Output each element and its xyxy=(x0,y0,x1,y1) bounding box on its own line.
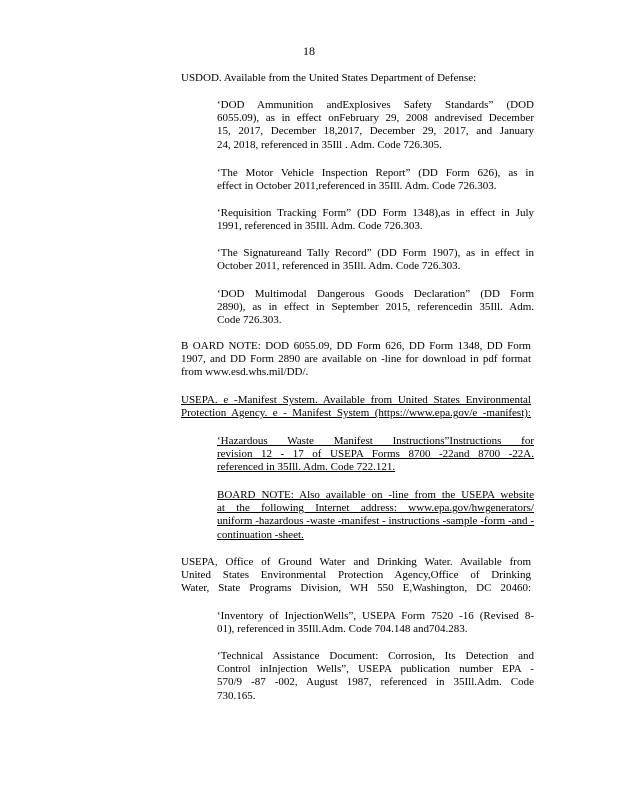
technical-assistance-reference: ‘Technical Assistance Document: Corrosion, Its Detection and Control inInjection Wells”, USEPA publication number EPA - 570/9 -87 -002, August 1987, referenced in 35Ill.Adm. Code 730.165. xyxy=(217,650,534,702)
dod-multimodal-reference: ‘DOD Multimodal Dangerous Goods Declaration” (DD Form 2890), as in effect in September 2015, referencedin 35Ill. Adm. Code 726.303. xyxy=(217,288,534,327)
page-number: 18 xyxy=(303,44,315,58)
board-note-epa-website: BOARD NOTE: Also available on -line from the USEPA website at the following Internet address: www.epa.gov/hwgenerators/ uniform -hazardous -waste -manifest - instructions -sample -form -and - continuation -sheet. xyxy=(217,489,534,541)
motor-vehicle-inspection-reference: ‘The Motor Vehicle Inspection Report” (DD Form 626), as in effect in October 2011,referenced in 35Ill. Adm. Code 726.303. xyxy=(217,167,534,193)
inventory-injection-wells-reference: ‘Inventory of InjectionWells”, USEPA Form 7520 -16 (Revised 8- 01), referenced in 35Ill.Adm. Code 704.148 and704.283. xyxy=(217,610,534,636)
signature-tally-reference: ‘The Signatureand Tally Record” (DD Form 1907), as in effect in October 2011, referenced in 35Ill. Adm. Code 726.303. xyxy=(217,247,534,273)
dod-ammunition-reference: ‘DOD Ammunition andExplosives Safety Standards” (DOD 6055.09), as in effect onFebruary 29, 2008 andrevised December 15, 2017, December 18,2017, December 29, 2017, and January 24, 2018, referenced in 35Ill . Adm. Code 726.305. xyxy=(217,99,534,151)
usepa-emanifest-heading: USEPA. e -Manifest System. Available from United States Environmental Protection Agency. e - Manifest System (https://www.epa.gov/e -manifest): xyxy=(181,394,531,420)
board-note-dod: B OARD NOTE: DOD 6055.09, DD Form 626, DD Form 1348, DD Form 1907, and DD Form 2890 are available on -line for download in pdf format from www.esd.whs.mil/DD/. xyxy=(181,340,531,379)
requisition-tracking-reference: ‘Requisition Tracking Form” (DD Form 1348),as in effect in July 1991, referenced in 35Ill. Adm. Code 726.303. xyxy=(217,207,534,233)
usepa-ground-water-heading: USEPA, Office of Ground Water and Drinking Water. Available from United States Environmental Protection Agency,Office of Drinking Water, State Programs Division, WH 550 E,Washington, DC 20460: xyxy=(181,556,531,595)
hazardous-waste-manifest-reference: ‘Hazardous Waste Manifest Instructions”Instructions for revision 12 - 17 of USEPA Forms 8700 -22and 8700 -22A. referenced in 35Ill. Adm. Code 722.121. xyxy=(217,435,534,474)
usdod-heading: USDOD. Available from the United States Department of Defense: xyxy=(181,72,477,84)
